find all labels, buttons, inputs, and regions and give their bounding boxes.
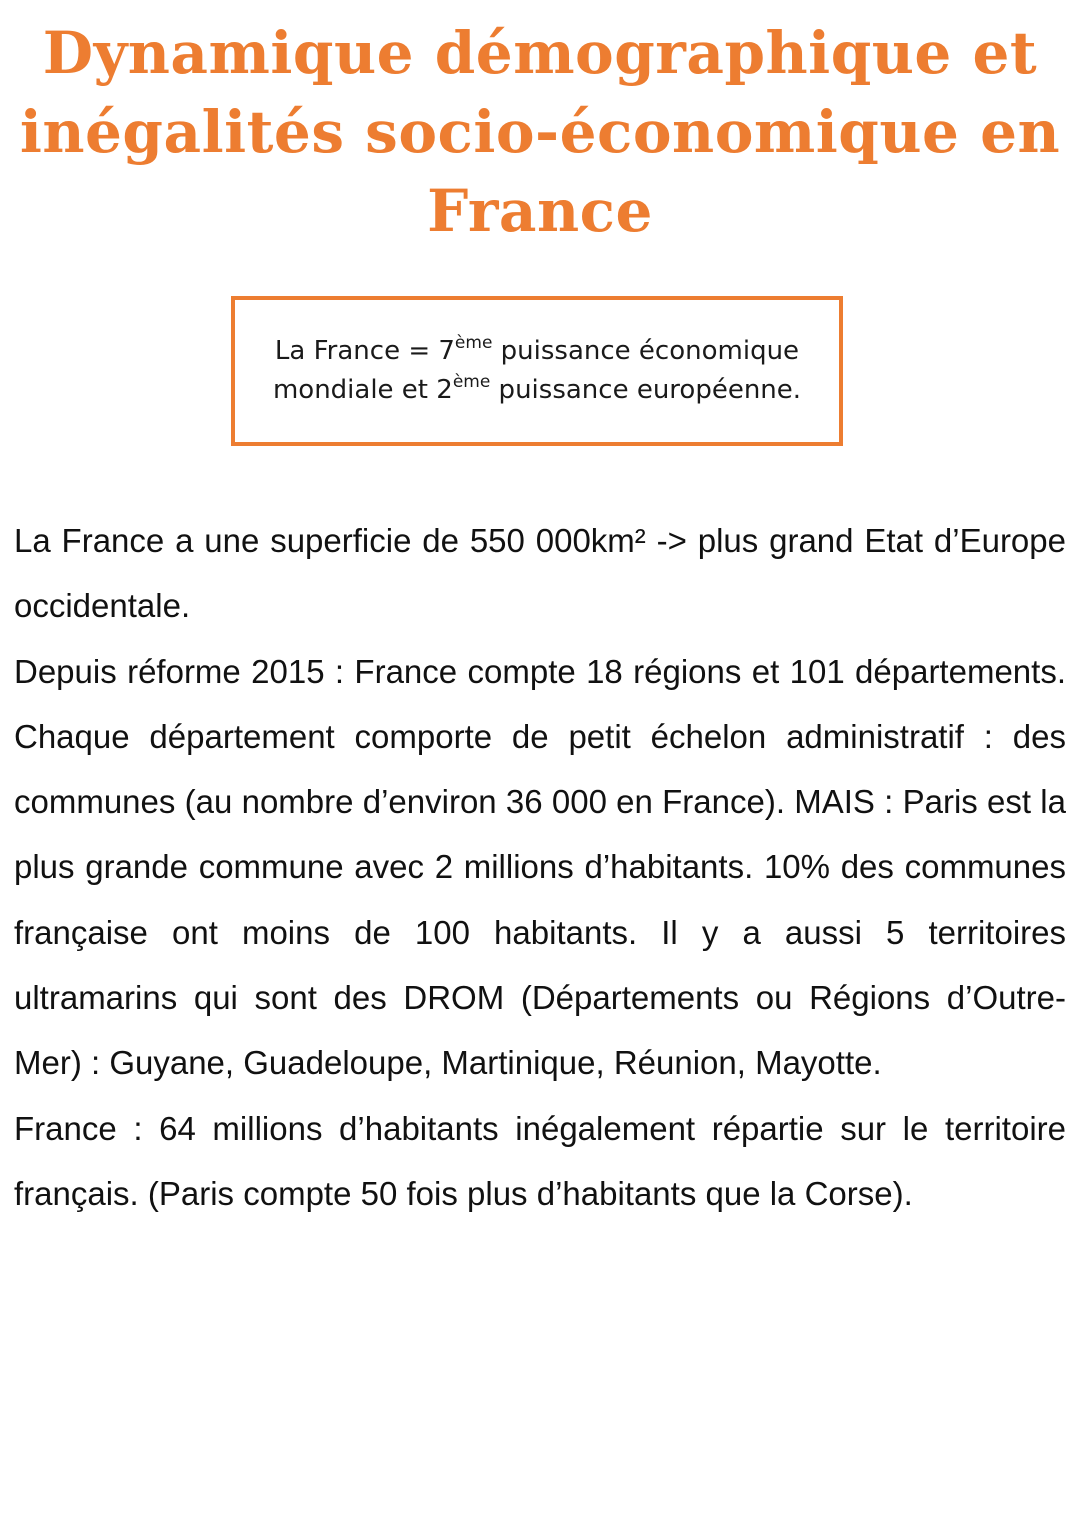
key-fact-line-1 xyxy=(275,332,799,371)
paragraph-regions: Depuis réforme 2015 : France compte 18 régions et 101 départements. Chaque département comporte de petit échelon administratif : des communes (au nombre d’environ 36 000 en France). MAIS : Paris est la plus grande commune avec 2 millions d’habitants. 10% des communes française ont moins de 100 habitants. Il y a aussi 5 territoires ultramarins qui sont des DROM (Départements ou Régions d’Outre-Mer) : Guyane, Guadeloupe, Martinique, Réunion, Mayotte. xyxy=(14,652,1066,1082)
key-fact-text: La France = 7 xyxy=(274,336,455,366)
body-text xyxy=(14,508,1066,1226)
title-line-3: France xyxy=(427,177,653,245)
key-fact-text: puissance économique xyxy=(492,336,800,366)
title-line-2: inégalités socio-économique en xyxy=(19,98,1061,166)
key-fact-text: mondiale et 2 xyxy=(272,375,453,405)
page-title xyxy=(0,14,1080,251)
ordinal-suffix: ème xyxy=(452,372,491,392)
key-fact-box xyxy=(231,296,843,446)
paragraph-superficie: La France a une superficie de 550 000km² -> plus grand Etat d’Europe occidentale. xyxy=(14,522,1066,625)
key-fact-line-2 xyxy=(273,371,801,410)
paragraph-population: France : 64 millions d’habitants inégalement répartie sur le territoire français. (Paris compte 50 fois plus d’habitants que la Corse). xyxy=(14,1109,1066,1212)
key-fact-text: puissance européenne. xyxy=(490,375,802,405)
title-line-1: Dynamique démographique et xyxy=(42,19,1038,87)
ordinal-suffix: ème xyxy=(454,333,493,353)
